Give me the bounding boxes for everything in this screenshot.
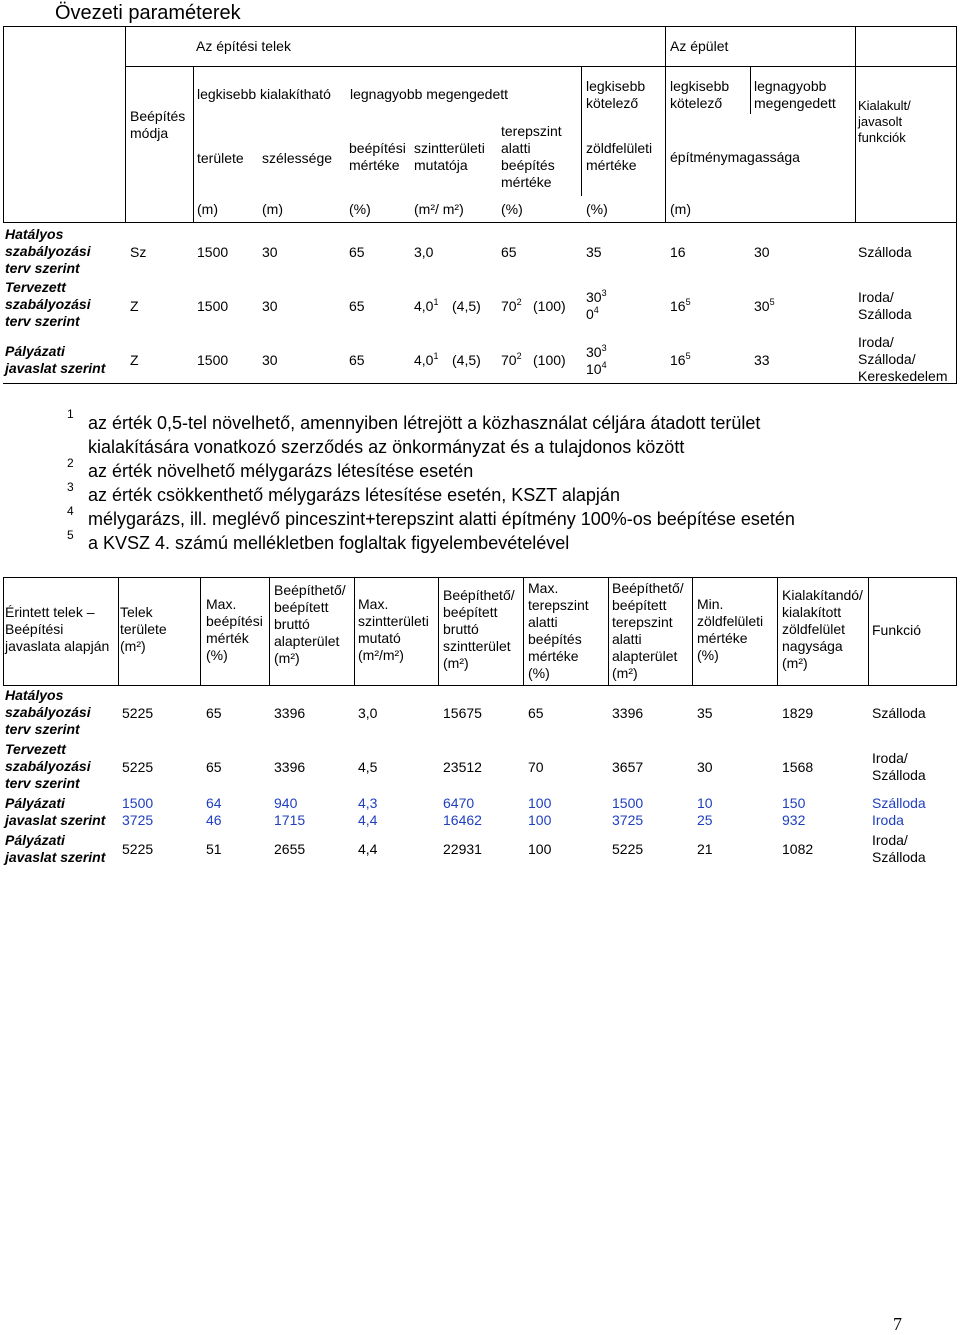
cell-szint: 3,0 <box>414 244 434 260</box>
cell-funkcio: Iroda/ Szálloda <box>858 289 912 322</box>
header-max-terepszint-alatti: Max. terepszint alatti beépítés mértéke (%) <box>528 580 589 681</box>
cell-terep: $70^2$ <box>501 297 522 314</box>
row-label: Pályázati javaslat szerint <box>5 343 106 376</box>
header-min-zoldfeluleti: Min. zöldfelületi mértéke (%) <box>697 596 764 663</box>
cell-beepites: 51 <box>206 841 222 857</box>
cell-funkcio: Iroda/ Szálloda/ Kereskedelem <box>858 334 948 384</box>
cell-funkcio: Szálloda Iroda <box>872 795 926 828</box>
cell-terep: 65 <box>501 244 517 260</box>
cell-terulet: 5225 <box>122 705 154 721</box>
cell-terep: 65 <box>528 705 544 721</box>
unit-zold: (%) <box>586 201 608 217</box>
cell-terep: 70 <box>528 759 544 775</box>
group-header-epulet: Az épület <box>670 38 729 54</box>
cell-funkcio: Iroda/ Szálloda <box>872 750 926 783</box>
unit-szintteruleti: (m²/ m²) <box>414 201 464 217</box>
cell-beepites: 64 46 <box>206 795 222 828</box>
cell-terulet: 1500 <box>197 244 229 260</box>
group-header-telek: Az építési telek <box>196 38 291 54</box>
cell-szintterulet: 22931 <box>443 841 482 857</box>
header-legkisebb-kotelezo-magassag: legkisebb kötelező <box>670 78 730 111</box>
unit-magassag: (m) <box>670 201 691 217</box>
row-label: Pályázati javaslat szerint <box>5 795 106 828</box>
page-number: 7 <box>893 1314 902 1334</box>
cell-terep-alt: (100) <box>533 352 566 368</box>
cell-zold: 35 <box>586 244 602 260</box>
cell-mutato: 4,5 <box>358 759 378 775</box>
cell-alapterulet: 3396 <box>274 759 306 775</box>
cell-terep-alapterulet: 3396 <box>612 705 644 721</box>
cell-min-magassag: $16^5$ <box>670 297 691 314</box>
header-alapterulet: Beépíthető/ beépített bruttó alapterület (m²) <box>274 582 346 666</box>
header-terepszint-alatti-alapterulet: Beépíthető/ beépített terepszint alatti alapterület (m²) <box>612 580 684 681</box>
cell-zold: 35 <box>697 705 713 721</box>
cell-zold: 10 25 <box>697 795 713 828</box>
header-zoldfelulet-nagysaga: Kialakítandó/ kialakított zöldfelület nagysága (m²) <box>782 587 863 671</box>
unit-szelessege: (m) <box>262 201 283 217</box>
cell-zold: 30 <box>697 759 713 775</box>
cell-terulet: 1500 3725 <box>122 795 154 828</box>
footnote-text: kialakítására vonatkozó szerződés az önkormányzat és a tulajdonos között <box>88 437 685 457</box>
header-erintett-telek: Érintett telek – Beépítési javaslata alapján <box>5 604 110 654</box>
header-telek-terulete: Telek területe (m²) <box>120 604 167 654</box>
cell-mod: Sz <box>130 244 147 260</box>
header-zoldfeluleti-merteke: zöldfelületi mértéke <box>586 140 653 173</box>
cell-terulet: 5225 <box>122 759 154 775</box>
header-terulete: területe <box>197 150 244 166</box>
cell-mutato: 4,3 4,4 <box>358 795 378 828</box>
footnote-text: a KVSZ 4. számú mellékletben foglaltak figyelembevételével <box>88 533 570 553</box>
cell-szint: $4,0^1$ <box>414 297 439 314</box>
cell-zold: $30^3$ $0^4$ <box>586 288 607 322</box>
page-title: Övezeti paraméterek <box>55 2 241 24</box>
header-beepitesi-merteke: beépítési mértéke <box>349 140 406 173</box>
unit-beepites: (%) <box>349 201 371 217</box>
cell-min-magassag: $16^5$ <box>670 351 691 368</box>
cell-max-magassag: $30^5$ <box>754 297 775 314</box>
cell-min-magassag: 16 <box>670 244 686 260</box>
cell-zold: 21 <box>697 841 713 857</box>
cell-terep: $70^2$ <box>501 351 522 368</box>
cell-alapterulet: 2655 <box>274 841 306 857</box>
header-szelessege: szélessége <box>262 150 333 166</box>
cell-mutato: 3,0 <box>358 705 378 721</box>
cell-beepites: 65 <box>349 352 365 368</box>
proposal-comparison-table <box>0 577 960 869</box>
row-label: Hatályos szabályozási terv szerint <box>5 226 91 276</box>
cell-szintterulet: 23512 <box>443 759 482 775</box>
cell-terep-alt: (100) <box>533 298 566 314</box>
cell-szintterulet: 6470 16462 <box>443 795 482 828</box>
cell-funkcio: Szálloda <box>858 244 912 260</box>
header-kialakult-funkciok: Kialakult/ javasolt funkciók <box>858 98 911 145</box>
header-legnagyobb-megengedett-magassag: legnagyobb megengedett <box>754 78 836 111</box>
cell-zoldfelulet: 1082 <box>782 841 814 857</box>
header-max-szintteruleti-mutato: Max. szintterületi mutató (m²/m²) <box>358 596 429 663</box>
cell-terulet: 1500 <box>197 352 229 368</box>
cell-zoldfelulet: 1829 <box>782 705 814 721</box>
cell-max-magassag: 33 <box>754 352 770 368</box>
cell-zoldfelulet: 150 932 <box>782 795 806 828</box>
cell-terep-alapterulet: 1500 3725 <box>612 795 644 828</box>
cell-beepites: 65 <box>349 244 365 260</box>
cell-zoldfelulet: 1568 <box>782 759 814 775</box>
cell-szelesseg: 30 <box>262 244 278 260</box>
cell-szintterulet: 15675 <box>443 705 482 721</box>
header-szintterulet: Beépíthető/ beépített bruttó szintterület (m²) <box>443 587 515 671</box>
cell-terep-alapterulet: 5225 <box>612 841 644 857</box>
footnote-number: 2 <box>67 456 74 470</box>
cell-alapterulet: 940 1715 <box>274 795 306 828</box>
footnote-text: mélygarázs, ill. meglévő pinceszint+terepszint alatti építmény 100%-os beépítése esetén <box>88 509 795 529</box>
cell-alapterulet: 3396 <box>274 705 306 721</box>
header-terepszint-alatti: terepszint alatti beépítés mértéke <box>501 123 562 190</box>
cell-funkcio: Iroda/ Szálloda <box>872 832 926 865</box>
cell-max-magassag: 30 <box>754 244 770 260</box>
cell-terep: 100 <box>528 841 552 857</box>
footnote-text: az érték csökkenthető mélygarázs létesítése esetén, KSZT alapján <box>88 485 620 505</box>
row-label: Pályázati javaslat szerint <box>5 832 106 865</box>
cell-funkcio: Szálloda <box>872 705 926 721</box>
header-legkisebb-kotelezo-zold: legkisebb kötelező <box>586 78 646 111</box>
cell-mutato: 4,4 <box>358 841 378 857</box>
cell-szint-alt: (4,5) <box>452 298 481 314</box>
cell-terep: 100 100 <box>528 795 552 828</box>
cell-beepites: 65 <box>206 705 222 721</box>
header-legkisebb-kialakithato: legkisebb kialakítható <box>197 86 331 102</box>
header-szintteruleti-mutatoja: szintterületi mutatója <box>414 140 485 173</box>
header-beepites-modja: Beépítés módja <box>130 108 186 141</box>
row-label: Tervezett szabályozási terv szerint <box>5 741 91 791</box>
cell-mod: Z <box>130 298 139 314</box>
row-label: Hatályos szabályozási terv szerint <box>5 687 91 737</box>
footnote-number: 5 <box>67 528 74 542</box>
header-legnagyobb-megengedett: legnagyobb megengedett <box>350 86 509 102</box>
cell-beepites: 65 <box>349 298 365 314</box>
cell-szint: $4,0^1$ <box>414 351 439 368</box>
cell-terep-alapterulet: 3657 <box>612 759 644 775</box>
cell-zold: $30^3$ $10^4$ <box>586 343 607 377</box>
header-max-beepitesi-mertek: Max. beépítési mérték (%) <box>206 596 263 663</box>
cell-szelesseg: 30 <box>262 298 278 314</box>
cell-mod: Z <box>130 352 139 368</box>
cell-terulet: 1500 <box>197 298 229 314</box>
header-funkcio: Funkció <box>872 622 922 638</box>
footnote-number: 4 <box>67 504 74 518</box>
footnote-number: 3 <box>67 480 74 494</box>
zoning-parameters-table <box>0 26 960 384</box>
footnote-text: az érték növelhető mélygarázs létesítése esetén <box>88 461 474 481</box>
header-epitmenymagassaga: építménymagassága <box>670 149 800 165</box>
cell-szelesseg: 30 <box>262 352 278 368</box>
cell-szint-alt: (4,5) <box>452 352 481 368</box>
row-label: Tervezett szabályozási terv szerint <box>5 279 91 329</box>
cell-beepites: 65 <box>206 759 222 775</box>
cell-terulet: 5225 <box>122 841 154 857</box>
footnote-text: az érték 0,5-tel növelhető, amennyiben létrejött a közhasználat céljára átadott terület <box>88 413 761 433</box>
unit-terulete: (m) <box>197 201 218 217</box>
footnote-number: 1 <box>67 407 74 421</box>
unit-terepszint: (%) <box>501 201 523 217</box>
